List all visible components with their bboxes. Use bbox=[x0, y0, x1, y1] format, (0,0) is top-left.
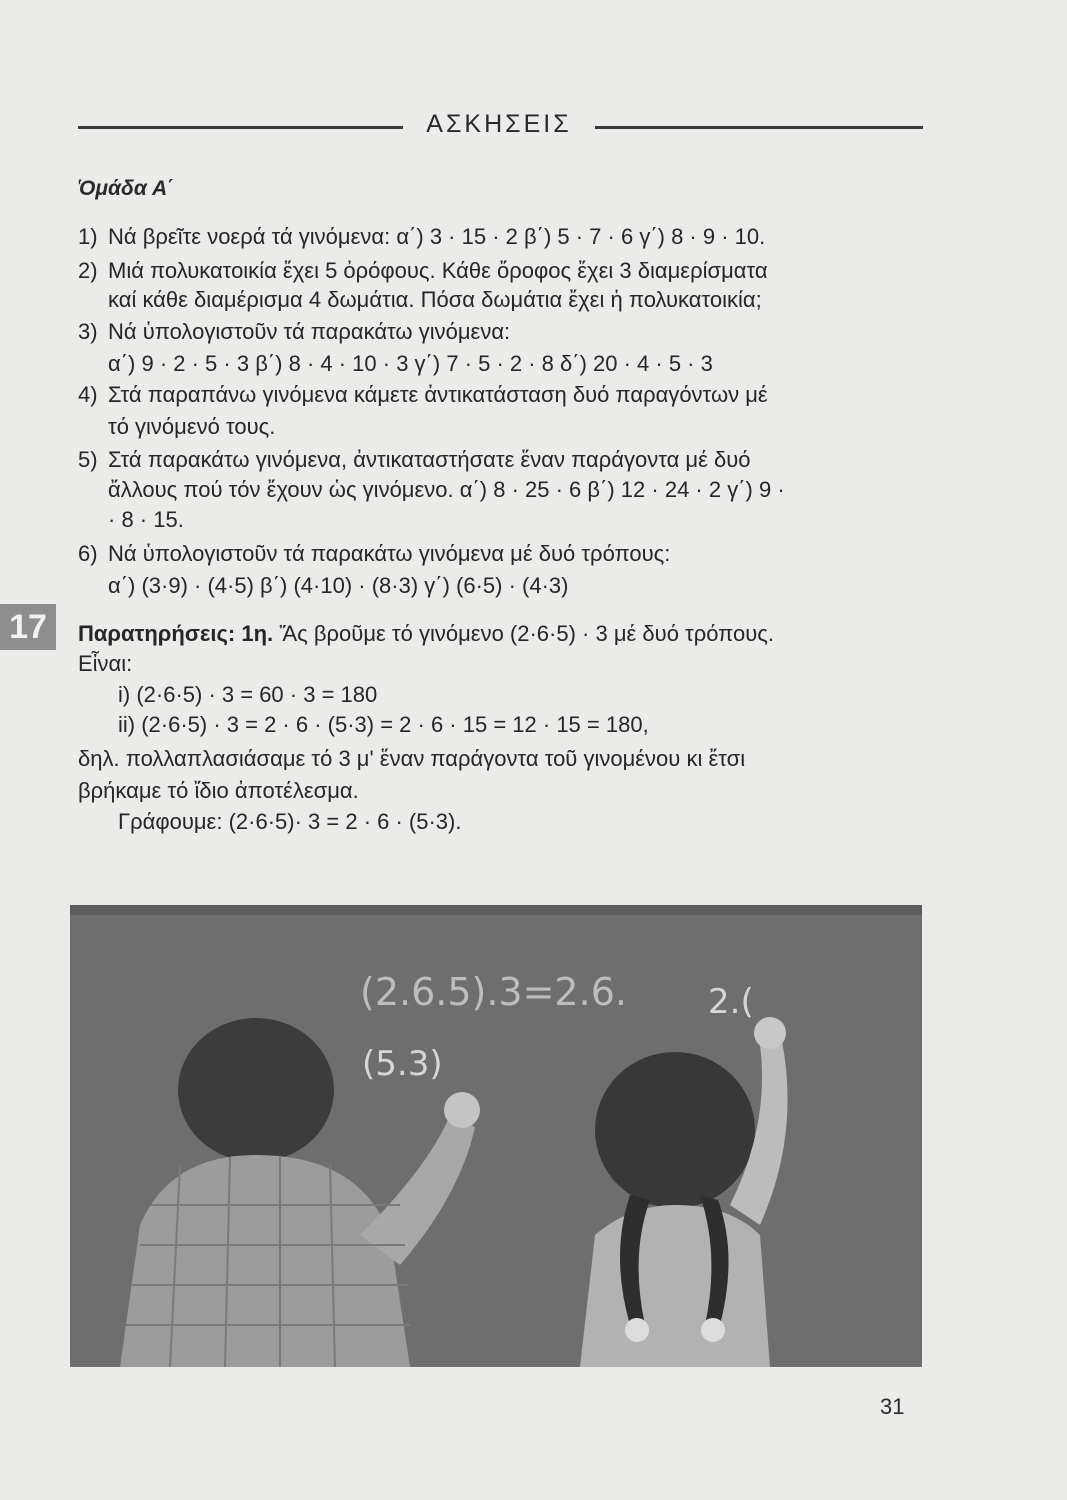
chalkboard-scene bbox=[70, 905, 922, 1367]
exercise-5 bbox=[78, 446, 751, 474]
exercise-1 bbox=[78, 223, 765, 251]
explanation-line-1: δηλ. πολλαπλασιάσαμε τό 3 μ' ἕναν παράγοντα τοῦ γινομένου κι ἔτσι bbox=[78, 746, 746, 771]
exercise-number: 2) bbox=[78, 258, 98, 283]
exercise-text: Νά ὑπολογιστοῦν τά παρακάτω γινόμενα μέ δυό τρόπους: bbox=[108, 541, 671, 566]
remark-number: 1η. bbox=[241, 621, 274, 646]
chalk-writing-right: 2.( bbox=[708, 982, 754, 1022]
exercise-2 bbox=[78, 257, 768, 285]
exercise-6 bbox=[78, 540, 670, 568]
remarks-intro: Εἶναι: bbox=[78, 651, 133, 676]
exercise-text-continued: καί κάθε διαμέρισμα 4 δωμάτια. Πόσα δωμάτια ἔχει ἡ πολυκατοικία; bbox=[108, 287, 762, 312]
exercise-text-continued: · 8 · 15. bbox=[108, 507, 184, 532]
chalkboard-illustration bbox=[70, 905, 922, 1367]
chalk-writing-top: (2.6.5).3=2.6. bbox=[360, 970, 627, 1014]
exercise-text: Στά παρακάτω γινόμενα, ἀντικαταστήσατε ἕναν παράγοντα μέ δυό bbox=[108, 447, 751, 472]
chapter-tab: 17 bbox=[0, 604, 56, 650]
chalk-writing-left: (5.3) bbox=[362, 1044, 443, 1084]
exercise-number: 6) bbox=[78, 541, 98, 566]
girl-hair bbox=[595, 1052, 755, 1208]
exercise-text-continued: τό γινόμενό τους. bbox=[108, 414, 276, 439]
girl-hand bbox=[754, 1017, 786, 1049]
section-title: ΑΣΚΗΣΕΙΣ bbox=[426, 110, 572, 138]
exercise-number: 4) bbox=[78, 382, 98, 407]
chalkboard-frame bbox=[70, 905, 922, 915]
exercise-3 bbox=[78, 318, 510, 346]
equation-ii: ii) (2·6·5) · 3 = 2 · 6 · (5·3) = 2 · 6 · 15 = 12 · 15 = 180, bbox=[118, 712, 649, 737]
summary-formula: Γράφουμε: (2·6·5)· 3 = 2 · 6 · (5·3). bbox=[118, 809, 462, 834]
exercise-number: 3) bbox=[78, 319, 98, 344]
group-title: Ὁμάδα Α΄ bbox=[78, 177, 175, 200]
remarks-heading bbox=[78, 620, 774, 648]
exercise-text-continued: α΄) 9 · 2 · 5 · 3 β΄) 8 · 4 · 10 · 3 γ΄) 7 · 5 · 2 · 8 δ΄) 20 · 4 · 5 · 3 bbox=[108, 351, 713, 376]
exercise-number: 5) bbox=[78, 447, 98, 472]
girl-ribbon-left bbox=[625, 1318, 649, 1342]
equation-i: i) (2·6·5) · 3 = 60 · 3 = 180 bbox=[118, 682, 378, 707]
exercise-number: 1) bbox=[78, 224, 98, 249]
exercise-text: Νά ὑπολογιστοῦν τά παρακάτω γινόμενα: bbox=[108, 319, 511, 344]
exercise-text-continued: ἄλλους πού τόν ἔχουν ὡς γινόμενο. α΄) 8 · 25 · 6 β΄) 12 · 24 · 2 γ΄) 9 · bbox=[108, 477, 785, 502]
remark-text: Ἄς βροῦμε τό γινόμενο (2·6·5) · 3 μέ δυό τρόπους. bbox=[279, 621, 775, 646]
exercise-text: Μιά πολυκατοικία ἔχει 5 ὀρόφους. Κάθε ὄροφος ἔχει 3 διαμερίσματα bbox=[108, 258, 768, 283]
header-rule-right bbox=[595, 126, 923, 129]
boy-hair bbox=[178, 1018, 334, 1162]
exercise-text: Στά παραπάνω γινόμενα κάμετε ἀντικατάσταση δυό παραγόντων μέ bbox=[108, 382, 768, 407]
exercise-text: Νά βρεῖτε νοερά τά γινόμενα: α΄) 3 · 15 · 2 β΄) 5 · 7 · 6 γ΄) 8 · 9 · 10. bbox=[108, 224, 766, 249]
exercise-text-continued: α΄) (3·9) · (4·5) β΄) (4·10) · (8·3) γ΄) (6·5) · (4·3) bbox=[108, 573, 569, 598]
exercise-4 bbox=[78, 381, 768, 409]
boy-hand bbox=[444, 1092, 480, 1128]
explanation-line-2: βρήκαμε τό ἴδιο ἀποτέλεσμα. bbox=[78, 778, 359, 803]
page-number: 31 bbox=[880, 1394, 905, 1419]
girl-ribbon-right bbox=[701, 1318, 725, 1342]
girl-dress bbox=[580, 1205, 770, 1367]
header-rule-left bbox=[78, 126, 403, 129]
remarks-label: Παρατηρήσεις: bbox=[78, 621, 236, 646]
